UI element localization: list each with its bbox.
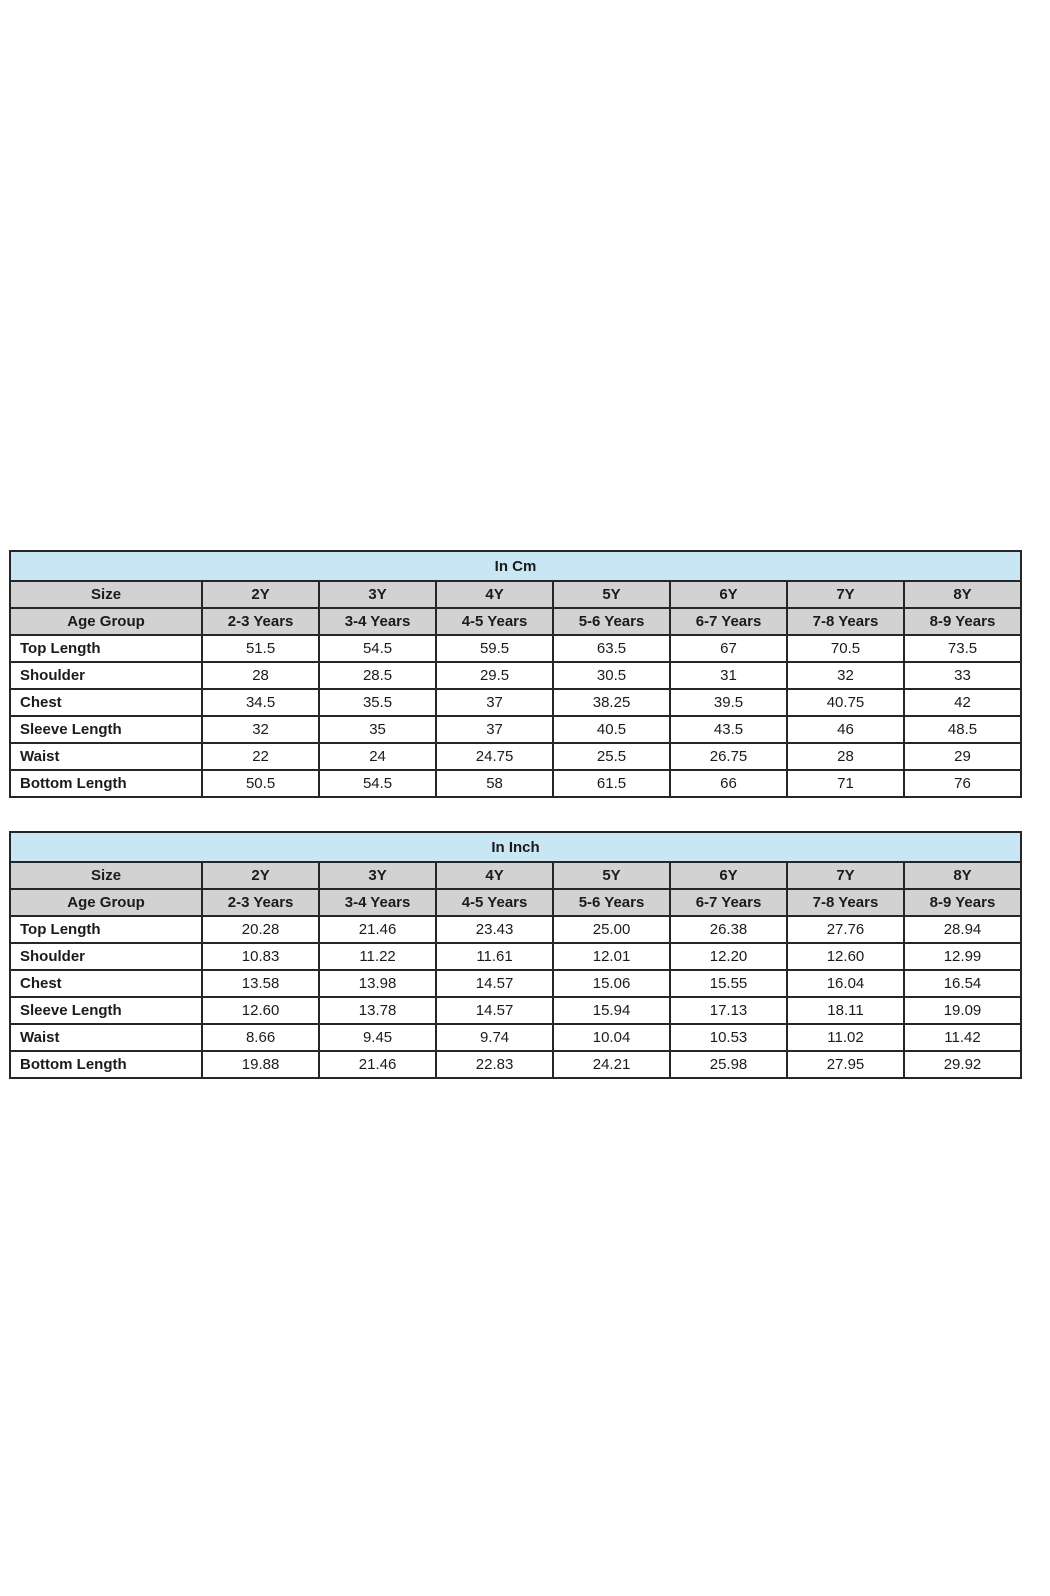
measurement-label: Top Length: [10, 635, 202, 662]
measurement-value: 37: [436, 716, 553, 743]
size-column-header: 7Y: [787, 862, 904, 889]
measurement-row: [10, 743, 1021, 770]
age-group-value: 2-3 Years: [202, 889, 319, 916]
measurement-value: 20.28: [202, 916, 319, 943]
measurement-value: 12.99: [904, 943, 1021, 970]
table-title-row: [10, 551, 1021, 581]
size-column-header: 8Y: [904, 581, 1021, 608]
size-column-header: 4Y: [436, 581, 553, 608]
measurement-row: [10, 997, 1021, 1024]
measurement-value: 66: [670, 770, 787, 797]
measurement-label: Sleeve Length: [10, 716, 202, 743]
measurement-value: 24: [319, 743, 436, 770]
size-column-header: 6Y: [670, 581, 787, 608]
measurement-value: 17.13: [670, 997, 787, 1024]
measurement-value: 28.94: [904, 916, 1021, 943]
measurement-value: 43.5: [670, 716, 787, 743]
table-title: In Inch: [10, 832, 1021, 862]
measurement-value: 28: [202, 662, 319, 689]
measurement-value: 61.5: [553, 770, 670, 797]
size-table-inch: [9, 831, 1022, 1079]
measurement-value: 14.57: [436, 970, 553, 997]
age-group-row: [10, 608, 1021, 635]
measurement-value: 23.43: [436, 916, 553, 943]
measurement-label: Waist: [10, 1024, 202, 1051]
size-header-row: [10, 581, 1021, 608]
size-table-cm-body: [10, 551, 1021, 797]
age-group-value: 4-5 Years: [436, 608, 553, 635]
measurement-row: [10, 970, 1021, 997]
measurement-row: [10, 662, 1021, 689]
measurement-value: 42: [904, 689, 1021, 716]
measurement-value: 18.11: [787, 997, 904, 1024]
size-table-inch-body: [10, 832, 1021, 1078]
measurement-label: Bottom Length: [10, 770, 202, 797]
age-group-value: 3-4 Years: [319, 608, 436, 635]
measurement-value: 15.55: [670, 970, 787, 997]
measurement-row: [10, 943, 1021, 970]
measurement-value: 51.5: [202, 635, 319, 662]
measurement-value: 11.22: [319, 943, 436, 970]
measurement-value: 14.57: [436, 997, 553, 1024]
table-title: In Cm: [10, 551, 1021, 581]
measurement-value: 76: [904, 770, 1021, 797]
measurement-value: 50.5: [202, 770, 319, 797]
measurement-value: 27.76: [787, 916, 904, 943]
size-header-label: Size: [10, 581, 202, 608]
measurement-value: 12.01: [553, 943, 670, 970]
measurement-row: [10, 1024, 1021, 1051]
measurement-value: 38.25: [553, 689, 670, 716]
measurement-value: 13.58: [202, 970, 319, 997]
measurement-value: 35: [319, 716, 436, 743]
measurement-value: 63.5: [553, 635, 670, 662]
measurement-value: 22: [202, 743, 319, 770]
measurement-value: 22.83: [436, 1051, 553, 1078]
measurement-value: 46: [787, 716, 904, 743]
size-column-header: 4Y: [436, 862, 553, 889]
measurement-value: 40.75: [787, 689, 904, 716]
measurement-value: 37: [436, 689, 553, 716]
measurement-value: 31: [670, 662, 787, 689]
measurement-value: 10.83: [202, 943, 319, 970]
size-chart-page: [9, 550, 1022, 1079]
measurement-value: 73.5: [904, 635, 1021, 662]
age-group-label: Age Group: [10, 608, 202, 635]
measurement-value: 35.5: [319, 689, 436, 716]
size-column-header: 7Y: [787, 581, 904, 608]
size-column-header: 3Y: [319, 862, 436, 889]
size-column-header: 6Y: [670, 862, 787, 889]
age-group-value: 8-9 Years: [904, 889, 1021, 916]
measurement-value: 24.75: [436, 743, 553, 770]
measurement-value: 40.5: [553, 716, 670, 743]
measurement-value: 71: [787, 770, 904, 797]
measurement-value: 27.95: [787, 1051, 904, 1078]
measurement-value: 9.45: [319, 1024, 436, 1051]
measurement-value: 33: [904, 662, 1021, 689]
measurement-value: 24.21: [553, 1051, 670, 1078]
size-column-header: 8Y: [904, 862, 1021, 889]
measurement-value: 32: [787, 662, 904, 689]
measurement-value: 11.02: [787, 1024, 904, 1051]
measurement-value: 10.04: [553, 1024, 670, 1051]
measurement-value: 67: [670, 635, 787, 662]
measurement-label: Bottom Length: [10, 1051, 202, 1078]
measurement-value: 28.5: [319, 662, 436, 689]
measurement-value: 12.60: [202, 997, 319, 1024]
measurement-label: Top Length: [10, 916, 202, 943]
age-group-value: 6-7 Years: [670, 608, 787, 635]
measurement-label: Chest: [10, 970, 202, 997]
age-group-value: 4-5 Years: [436, 889, 553, 916]
measurement-value: 54.5: [319, 770, 436, 797]
measurement-label: Shoulder: [10, 662, 202, 689]
measurement-row: [10, 716, 1021, 743]
measurement-row: [10, 770, 1021, 797]
measurement-value: 12.20: [670, 943, 787, 970]
measurement-row: [10, 916, 1021, 943]
age-group-value: 3-4 Years: [319, 889, 436, 916]
age-group-value: 6-7 Years: [670, 889, 787, 916]
measurement-value: 28: [787, 743, 904, 770]
measurement-value: 9.74: [436, 1024, 553, 1051]
measurement-row: [10, 689, 1021, 716]
age-group-row: [10, 889, 1021, 916]
measurement-value: 26.38: [670, 916, 787, 943]
measurement-value: 29: [904, 743, 1021, 770]
size-column-header: 2Y: [202, 862, 319, 889]
measurement-value: 59.5: [436, 635, 553, 662]
age-group-value: 5-6 Years: [553, 889, 670, 916]
size-table-cm: [9, 550, 1022, 798]
size-column-header: 2Y: [202, 581, 319, 608]
measurement-row: [10, 635, 1021, 662]
measurement-value: 54.5: [319, 635, 436, 662]
age-group-value: 2-3 Years: [202, 608, 319, 635]
age-group-label: Age Group: [10, 889, 202, 916]
measurement-value: 48.5: [904, 716, 1021, 743]
measurement-value: 15.06: [553, 970, 670, 997]
age-group-value: 5-6 Years: [553, 608, 670, 635]
measurement-value: 25.00: [553, 916, 670, 943]
measurement-value: 34.5: [202, 689, 319, 716]
size-header-label: Size: [10, 862, 202, 889]
size-column-header: 5Y: [553, 862, 670, 889]
measurement-value: 58: [436, 770, 553, 797]
measurement-value: 19.09: [904, 997, 1021, 1024]
measurement-value: 21.46: [319, 916, 436, 943]
measurement-value: 10.53: [670, 1024, 787, 1051]
measurement-label: Chest: [10, 689, 202, 716]
measurement-value: 8.66: [202, 1024, 319, 1051]
measurement-value: 15.94: [553, 997, 670, 1024]
measurement-label: Waist: [10, 743, 202, 770]
measurement-value: 29.92: [904, 1051, 1021, 1078]
measurement-value: 26.75: [670, 743, 787, 770]
size-column-header: 5Y: [553, 581, 670, 608]
measurement-value: 29.5: [436, 662, 553, 689]
age-group-value: 8-9 Years: [904, 608, 1021, 635]
measurement-row: [10, 1051, 1021, 1078]
age-group-value: 7-8 Years: [787, 608, 904, 635]
measurement-value: 13.78: [319, 997, 436, 1024]
measurement-value: 21.46: [319, 1051, 436, 1078]
measurement-value: 11.61: [436, 943, 553, 970]
size-header-row: [10, 862, 1021, 889]
table-title-row: [10, 832, 1021, 862]
age-group-value: 7-8 Years: [787, 889, 904, 916]
measurement-value: 30.5: [553, 662, 670, 689]
measurement-value: 70.5: [787, 635, 904, 662]
measurement-value: 25.5: [553, 743, 670, 770]
measurement-value: 12.60: [787, 943, 904, 970]
measurement-value: 25.98: [670, 1051, 787, 1078]
measurement-label: Sleeve Length: [10, 997, 202, 1024]
measurement-label: Shoulder: [10, 943, 202, 970]
measurement-value: 19.88: [202, 1051, 319, 1078]
measurement-value: 16.54: [904, 970, 1021, 997]
measurement-value: 11.42: [904, 1024, 1021, 1051]
measurement-value: 16.04: [787, 970, 904, 997]
measurement-value: 13.98: [319, 970, 436, 997]
measurement-value: 39.5: [670, 689, 787, 716]
measurement-value: 32: [202, 716, 319, 743]
size-column-header: 3Y: [319, 581, 436, 608]
